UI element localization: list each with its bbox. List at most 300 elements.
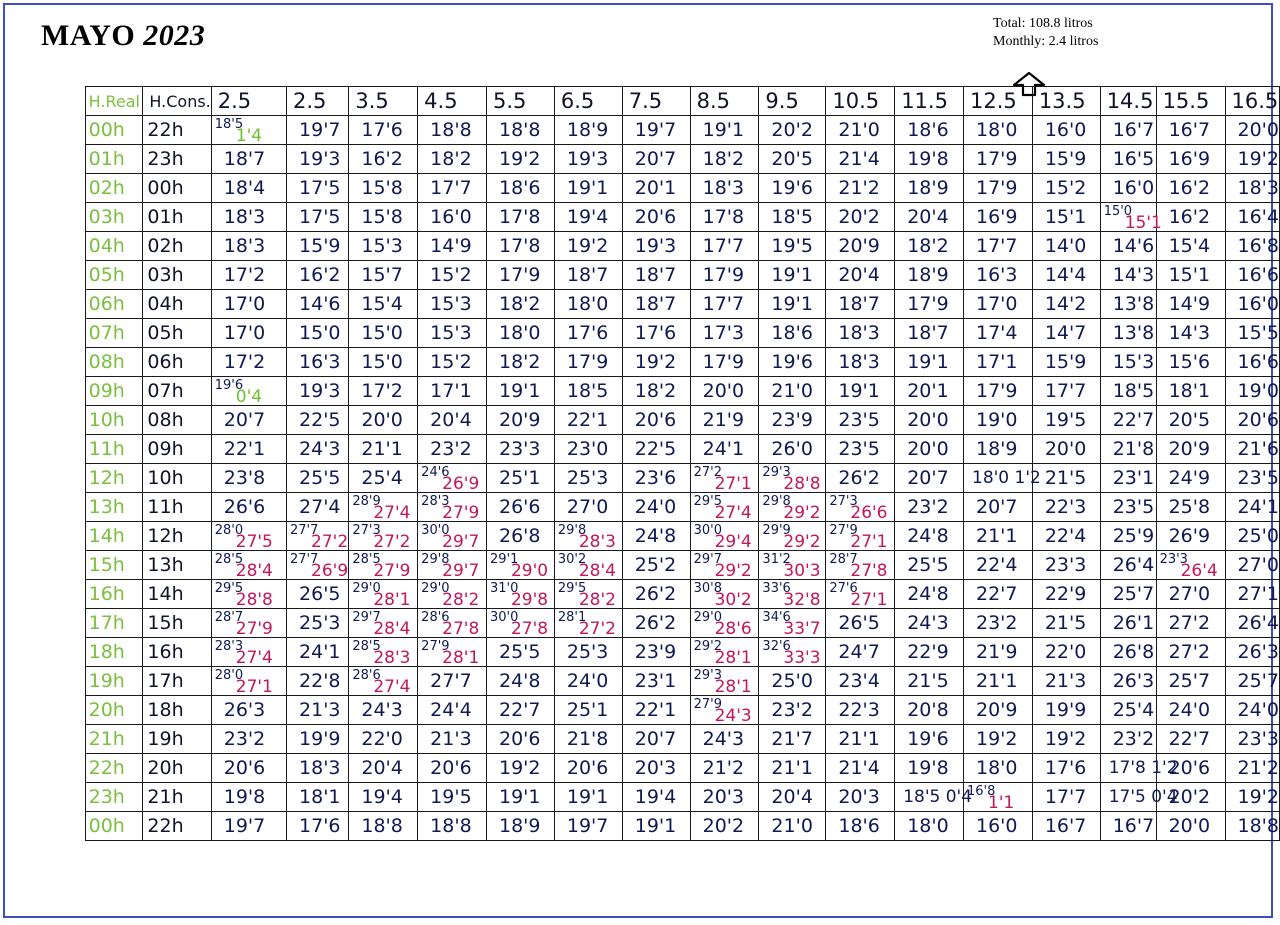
spacer-cell xyxy=(62,232,85,261)
temperature-cell: 20'9 xyxy=(826,232,895,261)
temperature-cell: 21'8 xyxy=(1100,435,1156,464)
table-row xyxy=(62,406,1280,435)
temperature-cell: 19'3 xyxy=(554,145,622,174)
table-row xyxy=(62,696,1280,725)
temp-reading-small: 29'9 xyxy=(762,523,791,538)
temperature-cell: 17'0 xyxy=(211,290,286,319)
temp-reading-annotation: 27'4 xyxy=(373,503,411,523)
table-row xyxy=(62,464,1280,493)
temperature-cell: 15'0 xyxy=(287,319,349,348)
temperature-cell: 14'3 xyxy=(1156,319,1225,348)
cons-hour-cell: 05h xyxy=(143,319,211,348)
temp-reading-small: 24'6 xyxy=(421,465,450,480)
temp-reading-annotation: 28'3 xyxy=(373,648,411,668)
temp-reading-small: 23'3 xyxy=(1159,552,1188,567)
real-hour-cell: 20h xyxy=(85,696,143,725)
temperature-cell: 19'4 xyxy=(349,783,418,812)
temperature-cell-annotated xyxy=(759,609,826,638)
temperature-cell: 16'2 xyxy=(349,145,418,174)
day-header: 6.5 xyxy=(554,87,622,116)
temperature-cell-annotated xyxy=(964,464,1041,493)
real-hour-cell: 01h xyxy=(85,145,143,174)
temperature-cell-annotated xyxy=(1156,551,1225,580)
temperature-cell: 16'8 xyxy=(1225,232,1280,261)
temperature-cell: 17'7 xyxy=(1032,783,1100,812)
cons-hour-cell: 13h xyxy=(143,551,211,580)
temperature-cell: 19'8 xyxy=(895,754,964,783)
real-hour-cell: 06h xyxy=(85,290,143,319)
temp-reading-small: 29'5 xyxy=(557,581,587,596)
temperature-cell: 17'4 xyxy=(964,319,1033,348)
temp-reading-small: 34'6 xyxy=(762,610,791,625)
temperature-cell: 16'2 xyxy=(287,261,349,290)
temperature-cell: 24'9 xyxy=(1156,464,1225,493)
temperature-cell: 19'8 xyxy=(211,783,286,812)
temperature-cell-annotated xyxy=(690,667,759,696)
temperature-cell: 15'8 xyxy=(349,174,418,203)
temperature-cell: 19'6 xyxy=(759,174,826,203)
temperature-cell: 19'2 xyxy=(1225,783,1280,812)
table-row xyxy=(62,812,1280,841)
table-row xyxy=(62,174,1280,203)
real-hour-cell: 17h xyxy=(85,609,143,638)
temperature-cell: 23'5 xyxy=(1225,464,1280,493)
temperature-cell-annotated xyxy=(418,580,487,609)
temperature-cell: 15'0 xyxy=(349,348,418,377)
temp-reading-small: 28'1 xyxy=(557,610,587,625)
temperature-cell: 19'7 xyxy=(211,812,286,841)
temperature-cell: 21'1 xyxy=(964,667,1033,696)
temperature-cell-annotated xyxy=(554,609,622,638)
spacer-cell xyxy=(62,696,85,725)
temperature-cell: 18'9 xyxy=(895,261,964,290)
temperature-cell: 20'0 xyxy=(1225,116,1280,145)
temperature-cell: 21'1 xyxy=(964,522,1033,551)
temp-reading-annotation: 27'8 xyxy=(442,619,480,639)
temp-reading-small: 19'6 xyxy=(214,378,244,393)
temperature-cell: 23'3 xyxy=(1225,725,1280,754)
temp-reading-small: 27'3 xyxy=(352,523,381,538)
temperature-cell: 19'2 xyxy=(1032,725,1100,754)
monthly-litros: Monthly: 2.4 litros xyxy=(993,34,1099,49)
temperature-cell: 15'2 xyxy=(418,261,487,290)
temperature-cell-annotated xyxy=(826,493,895,522)
temp-reading-small: 27'7 xyxy=(290,523,319,538)
temp-reading-annotation: 33'3 xyxy=(783,648,821,668)
temp-reading-annotation: 27'1 xyxy=(714,474,752,494)
day-header: 3.5 xyxy=(349,87,418,116)
temperature-cell: 25'3 xyxy=(554,464,622,493)
spacer-cell xyxy=(62,551,85,580)
day-header: 2.5 xyxy=(211,87,286,116)
temperature-cell: 18'7 xyxy=(895,319,964,348)
temperature-cell: 19'1 xyxy=(826,377,895,406)
temp-reading-small: 28'6 xyxy=(421,610,450,625)
temperature-cell: 24'0 xyxy=(554,667,622,696)
temperature-cell: 23'2 xyxy=(759,696,826,725)
temp-reading-small: 28'5 xyxy=(214,552,244,567)
temperature-cell: 17'9 xyxy=(964,377,1033,406)
temperature-cell: 15'2 xyxy=(418,348,487,377)
temperature-cell: 25'7 xyxy=(1156,667,1225,696)
temperature-cell: 16'9 xyxy=(1156,145,1225,174)
cons-hour-cell: 02h xyxy=(143,232,211,261)
temp-reading-annotation: 29'2 xyxy=(714,561,752,581)
temperature-cell: 25'1 xyxy=(554,696,622,725)
temperature-cell-annotated xyxy=(690,609,759,638)
temperature-cell: 15'0 xyxy=(349,319,418,348)
table-row xyxy=(62,435,1280,464)
temp-reading-annotation: 28'6 xyxy=(714,619,752,639)
temperature-cell: 23'0 xyxy=(554,435,622,464)
temperature-cell: 17'6 xyxy=(554,319,622,348)
temperature-cell: 20'4 xyxy=(418,406,487,435)
temperature-cell: 15'9 xyxy=(287,232,349,261)
temp-reading-annotation: 27'4 xyxy=(235,648,273,668)
day-header: 2.5 xyxy=(287,87,349,116)
temperature-cell: 18'8 xyxy=(486,116,554,145)
temperature-cell: 17'2 xyxy=(211,261,286,290)
temperature-cell: 18'8 xyxy=(1225,812,1280,841)
temperature-cell: 26'2 xyxy=(622,609,690,638)
temp-reading-annotation: 28'4 xyxy=(373,619,411,639)
real-hour-cell: 05h xyxy=(85,261,143,290)
temperature-cell: 18'0 xyxy=(554,290,622,319)
temperature-cell: 16'0 xyxy=(964,812,1033,841)
table-row xyxy=(62,261,1280,290)
temp-reading-annotation: 27'4 xyxy=(373,677,411,697)
temperature-cell: 16'2 xyxy=(1156,203,1225,232)
temperature-cell: 18'2 xyxy=(486,290,554,319)
temperature-cell: 20'3 xyxy=(622,754,690,783)
temp-reading-annotation: 17'5 0'4 xyxy=(1108,787,1178,807)
spacer-cell xyxy=(62,812,85,841)
temp-reading-small: 29'0 xyxy=(352,581,381,596)
real-hour-cell: 21h xyxy=(85,725,143,754)
temperature-cell: 17'8 xyxy=(690,203,759,232)
temperature-cell: 18'6 xyxy=(895,116,964,145)
temperature-cell: 24'3 xyxy=(895,609,964,638)
temperature-cell-annotated xyxy=(418,522,487,551)
temperature-cell: 19'0 xyxy=(964,406,1033,435)
temperature-cell-annotated xyxy=(690,638,759,667)
temperature-cell: 22'9 xyxy=(1032,580,1100,609)
temperature-cell: 19'7 xyxy=(554,812,622,841)
temperature-cell: 18'3 xyxy=(826,348,895,377)
temperature-cell-annotated xyxy=(826,551,895,580)
day-header: 4.5 xyxy=(418,87,487,116)
temperature-cell-annotated xyxy=(690,522,759,551)
temperature-cell: 18'7 xyxy=(211,145,286,174)
temp-reading-small: 30'2 xyxy=(557,552,587,567)
spacer-cell xyxy=(62,725,85,754)
temperature-cell: 21'2 xyxy=(1225,754,1280,783)
temp-reading-small: 29'0 xyxy=(693,610,722,625)
day-header: 11.5 xyxy=(895,87,964,116)
temperature-cell: 18'8 xyxy=(349,812,418,841)
temperature-cell-annotated xyxy=(211,377,286,406)
temperature-cell: 15'9 xyxy=(1032,145,1100,174)
temp-reading-small: 28'7 xyxy=(214,610,244,625)
temp-reading-annotation: 27'4 xyxy=(714,503,752,523)
temperature-cell: 18'2 xyxy=(895,232,964,261)
temp-reading-small: 30'0 xyxy=(421,523,450,538)
temperature-cell: 18'9 xyxy=(554,116,622,145)
temperature-cell-annotated xyxy=(211,638,286,667)
temperature-cell: 17'9 xyxy=(895,290,964,319)
temperature-cell: 19'1 xyxy=(622,812,690,841)
cons-hour-cell: 23h xyxy=(143,145,211,174)
temp-reading-small: 28'0 xyxy=(214,668,244,683)
temp-reading-annotation: 1'4 xyxy=(235,126,263,146)
temperature-cell: 22'1 xyxy=(211,435,286,464)
temperature-cell: 18'8 xyxy=(418,812,487,841)
temperature-cell-annotated xyxy=(418,638,487,667)
temperature-cell: 20'4 xyxy=(895,203,964,232)
temp-reading-annotation: 28'8 xyxy=(783,474,821,494)
temperature-cell: 17'0 xyxy=(211,319,286,348)
temp-reading-small: 18'5 xyxy=(214,117,244,132)
temperature-cell: 17'9 xyxy=(690,348,759,377)
temp-reading-small: 29'2 xyxy=(693,639,722,654)
temp-reading-annotation: 29'0 xyxy=(510,561,549,581)
temperature-cell: 26'3 xyxy=(1100,667,1156,696)
temperature-cell: 21'3 xyxy=(287,696,349,725)
temperature-cell: 18'4 xyxy=(211,174,286,203)
temperature-cell: 14'7 xyxy=(1032,319,1100,348)
spacer-cell xyxy=(62,783,85,812)
temperature-cell-annotated xyxy=(759,493,826,522)
temperature-cell: 19'1 xyxy=(690,116,759,145)
temp-reading-small: 29'8 xyxy=(421,552,450,567)
table-row xyxy=(62,754,1280,783)
temperature-cell-annotated xyxy=(690,580,759,609)
temp-reading-small: 30'8 xyxy=(693,581,722,596)
temperature-cell: 15'3 xyxy=(418,290,487,319)
temp-reading-small: 28'5 xyxy=(352,552,381,567)
temp-reading-annotation: 27'9 xyxy=(442,503,480,523)
temperature-cell: 27'0 xyxy=(1156,580,1225,609)
spacer-cell xyxy=(62,145,85,174)
day-header: 8.5 xyxy=(690,87,759,116)
temp-reading-annotation: 29'7 xyxy=(442,532,480,552)
temp-reading-small: 29'5 xyxy=(214,581,244,596)
temperature-cell-annotated xyxy=(554,580,622,609)
temperature-cell-annotated xyxy=(349,551,418,580)
temperature-cell: 19'1 xyxy=(759,290,826,319)
temperature-cell: 17'7 xyxy=(964,232,1033,261)
temperature-cell: 17'9 xyxy=(690,261,759,290)
temperature-cell: 15'1 xyxy=(1156,261,1225,290)
temp-reading-annotation: 27'9 xyxy=(235,619,273,639)
temperature-cell: 18'7 xyxy=(554,261,622,290)
temperature-cell: 19'4 xyxy=(622,783,690,812)
temperature-cell: 18'6 xyxy=(826,812,895,841)
temperature-cell: 19'6 xyxy=(895,725,964,754)
day-header: 9.5 xyxy=(759,87,826,116)
temperature-cell: 19'9 xyxy=(1032,696,1100,725)
temperature-cell: 21'7 xyxy=(759,725,826,754)
temp-reading-annotation: 28'1 xyxy=(442,648,480,668)
temperature-cell: 18'3 xyxy=(211,232,286,261)
temp-reading-small: 28'6 xyxy=(352,668,381,683)
temperature-cell: 21'1 xyxy=(826,725,895,754)
temperature-cell-annotated xyxy=(349,609,418,638)
table-row xyxy=(62,203,1280,232)
temperature-cell: 17'7 xyxy=(690,232,759,261)
cons-hour-cell: 16h xyxy=(143,638,211,667)
temp-reading-annotation: 27'2 xyxy=(373,532,411,552)
temp-reading-annotation: 27'2 xyxy=(311,532,349,552)
temperature-cell: 19'5 xyxy=(1032,406,1100,435)
temperature-cell: 18'3 xyxy=(1225,174,1280,203)
cons-hour-cell: 21h xyxy=(143,783,211,812)
temp-reading-small: 29'8 xyxy=(557,523,587,538)
temperature-cell: 23'9 xyxy=(759,406,826,435)
spacer-cell xyxy=(62,638,85,667)
temperature-cell: 15'9 xyxy=(1032,348,1100,377)
temperature-cell: 17'5 xyxy=(287,174,349,203)
temperature-cell: 17'6 xyxy=(287,812,349,841)
temperature-cell: 19'2 xyxy=(964,725,1033,754)
temperature-cell: 20'1 xyxy=(895,377,964,406)
temperature-cell-annotated xyxy=(690,551,759,580)
temperature-cell-annotated xyxy=(211,522,286,551)
temperature-cell: 20'4 xyxy=(826,261,895,290)
temperature-cell-annotated xyxy=(554,522,622,551)
temperature-cell: 14'6 xyxy=(287,290,349,319)
table-row xyxy=(62,638,1280,667)
temperature-cell: 21'5 xyxy=(895,667,964,696)
temp-reading-annotation: 27'8 xyxy=(850,561,888,581)
temperature-cell: 18'0 xyxy=(895,812,964,841)
temp-reading-annotation: 28'2 xyxy=(578,590,616,610)
cons-hour-cell: 14h xyxy=(143,580,211,609)
temperature-cell: 17'9 xyxy=(486,261,554,290)
temperature-cell: 20'0 xyxy=(895,435,964,464)
temp-reading-annotation: 26'9 xyxy=(311,561,349,581)
cons-hour-cell: 09h xyxy=(143,435,211,464)
temperature-cell-annotated xyxy=(349,493,418,522)
temp-reading-annotation: 27'1 xyxy=(850,590,888,610)
temp-reading-annotation: 29'2 xyxy=(783,532,821,552)
spacer-cell xyxy=(62,609,85,638)
temperature-cell-annotated xyxy=(211,580,286,609)
temperature-cell: 18'6 xyxy=(486,174,554,203)
temperature-cell: 25'0 xyxy=(759,667,826,696)
temperature-cell: 20'7 xyxy=(895,464,964,493)
temperature-cell-annotated xyxy=(1100,754,1178,783)
temperature-cell: 17'9 xyxy=(554,348,622,377)
temperature-cell: 25'5 xyxy=(895,551,964,580)
table-row xyxy=(62,522,1280,551)
real-hour-cell: 00h xyxy=(85,116,143,145)
temperature-cell: 27'0 xyxy=(1225,551,1280,580)
cons-hour-cell: 00h xyxy=(143,174,211,203)
real-hour-cell: 16h xyxy=(85,580,143,609)
temperature-cell: 21'1 xyxy=(349,435,418,464)
temperature-cell-annotated xyxy=(759,638,826,667)
temperature-cell: 25'4 xyxy=(1100,696,1156,725)
temperature-cell: 25'4 xyxy=(349,464,418,493)
temperature-cell: 16'7 xyxy=(1156,116,1225,145)
temperature-cell: 24'8 xyxy=(895,522,964,551)
temperature-cell-annotated xyxy=(690,493,759,522)
spacer-cell xyxy=(62,290,85,319)
spacer-cell xyxy=(62,406,85,435)
temp-reading-small: 29'1 xyxy=(489,552,519,567)
temperature-cell: 17'9 xyxy=(964,145,1033,174)
temperature-cell: 16'0 xyxy=(1100,174,1156,203)
real-hour-cell: 11h xyxy=(85,435,143,464)
temp-reading-annotation: 27'1 xyxy=(850,532,888,552)
temperature-cell: 23'1 xyxy=(622,667,690,696)
temp-reading-small: 29'0 xyxy=(421,581,450,596)
temperature-cell: 15'3 xyxy=(349,232,418,261)
temp-reading-annotation: 32'8 xyxy=(783,590,821,610)
temperature-cell: 21'2 xyxy=(690,754,759,783)
temperature-cell: 23'5 xyxy=(826,406,895,435)
temperature-cell-annotated xyxy=(418,464,487,493)
real-hour-cell: 14h xyxy=(85,522,143,551)
temperature-cell: 27'4 xyxy=(287,493,349,522)
temp-reading-small: 27'9 xyxy=(829,523,858,538)
temperature-cell-annotated xyxy=(211,551,286,580)
temperature-cell: 23'2 xyxy=(418,435,487,464)
table-row xyxy=(62,116,1280,145)
temperature-cell: 21'8 xyxy=(554,725,622,754)
real-hour-cell: 00h xyxy=(85,812,143,841)
temperature-cell: 21'0 xyxy=(759,377,826,406)
temperature-cell: 17'7 xyxy=(690,290,759,319)
day-header: 13.5 xyxy=(1032,87,1100,116)
temperature-cell: 19'0 xyxy=(1225,377,1280,406)
temperature-cell: 20'0 xyxy=(690,377,759,406)
temperature-cell: 25'8 xyxy=(1156,493,1225,522)
temp-reading-small: 27'9 xyxy=(421,639,450,654)
real-hour-cell: 23h xyxy=(85,783,143,812)
temperature-cell: 24'8 xyxy=(622,522,690,551)
temperature-cell: 18'5 xyxy=(1100,377,1156,406)
temp-reading-annotation: 26'6 xyxy=(850,503,888,523)
temperature-cell: 17'0 xyxy=(964,290,1033,319)
temperature-cell: 26'1 xyxy=(1100,609,1156,638)
temp-reading-small: 30'0 xyxy=(693,523,722,538)
temperature-cell: 25'7 xyxy=(1100,580,1156,609)
temperature-cell: 15'5 xyxy=(1225,319,1280,348)
temp-reading-annotation: 28'4 xyxy=(235,561,273,581)
temperature-cell: 24'0 xyxy=(1156,696,1225,725)
temp-reading-annotation: 18'5 0'4 xyxy=(903,787,973,807)
temperature-cell-annotated xyxy=(486,609,554,638)
temperature-cell: 24'8 xyxy=(895,580,964,609)
temperature-cell-annotated xyxy=(211,667,286,696)
temperature-cell: 24'3 xyxy=(349,696,418,725)
title-year: 2023 xyxy=(143,19,206,52)
spacer-cell xyxy=(62,116,85,145)
spacer-cell xyxy=(62,87,85,116)
temperature-cell: 19'2 xyxy=(1225,145,1280,174)
temperature-cell: 23'2 xyxy=(211,725,286,754)
temperature-cell: 19'2 xyxy=(486,754,554,783)
real-hour-cell: 07h xyxy=(85,319,143,348)
temperature-cell: 16'9 xyxy=(964,203,1033,232)
temperature-cell: 23'9 xyxy=(622,638,690,667)
temperature-cell: 23'2 xyxy=(895,493,964,522)
temp-reading-annotation: 28'2 xyxy=(442,590,480,610)
temperature-cell: 25'3 xyxy=(554,638,622,667)
temp-reading-small: 27'9 xyxy=(693,697,722,712)
